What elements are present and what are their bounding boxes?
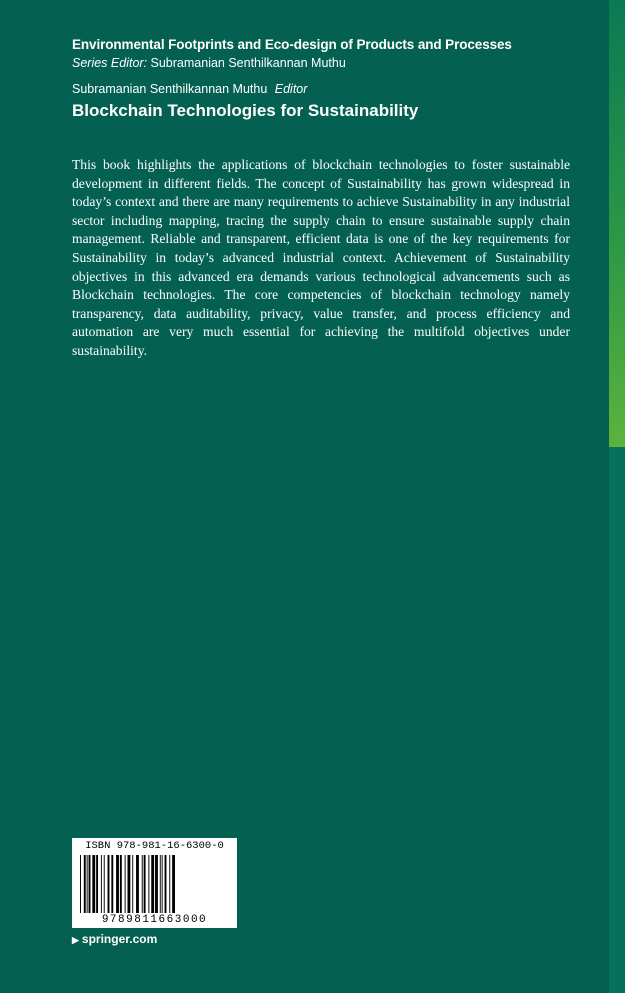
cover-header xyxy=(72,36,592,122)
isbn-barcode xyxy=(72,838,237,928)
arrow-icon: ▶ xyxy=(72,935,79,945)
barcode-bar xyxy=(142,855,143,913)
barcode-bar xyxy=(101,855,102,913)
series-title: Environmental Footprints and Eco-design of Products and Processes xyxy=(72,37,512,52)
ean-digits: 9789811663000 xyxy=(101,914,208,926)
barcode-bar xyxy=(148,855,149,913)
series-editor-name: Subramanian Senthilkannan Muthu xyxy=(150,56,346,70)
barcode-bar xyxy=(155,855,158,913)
barcode-bar xyxy=(136,855,139,913)
isbn-label: ISBN 978-981-16-6300-0 xyxy=(85,840,224,852)
barcode-bar xyxy=(84,855,86,913)
publisher-link[interactable] xyxy=(72,932,157,946)
barcode-bar xyxy=(172,855,175,913)
barcode-bar xyxy=(162,855,163,913)
barcode-bar xyxy=(89,855,91,913)
book-title: Blockchain Technologies for Sustainability xyxy=(72,101,419,120)
publisher-site: springer.com xyxy=(81,932,158,946)
book-blurb: This book highlights the applications of blockchain technologies to foster sustainable development in different fields. The concept of Sustainability has grown widespread in today’s context and there are many requirements to achieve Sustainability in any industrial sector including mapping, tracing the supply chain to ensure sustainable supply chain management. Reliable and transparent, efficient data is one of the key requirements for Sustainability in today’s advanced industrial context. Achievement of Sustainability objectives in this advanced era demands various technological advancements such as Blockchain technologies. The core competencies of blockchain technology namely transparency, data auditability, privacy, value transfer, and process efficiency and automation are very much essential for achieving the multifold objectives under sustainability. xyxy=(72,157,570,358)
barcode-bar xyxy=(111,855,113,913)
book-editor-line xyxy=(72,81,592,98)
barcode-bar xyxy=(92,855,95,913)
barcode-bar xyxy=(160,855,161,913)
series-editor-label: Series Editor: xyxy=(72,56,148,70)
barcode-bar xyxy=(128,855,131,913)
barcode-bar xyxy=(116,855,119,913)
barcode-bar xyxy=(104,855,105,913)
series-editor-line xyxy=(72,55,592,72)
barcode-bar xyxy=(80,855,81,913)
barcode-bar xyxy=(96,855,98,913)
barcode-bars xyxy=(80,855,229,915)
book-editor-role: Editor xyxy=(274,82,308,96)
spine-accent-bar xyxy=(609,0,625,447)
barcode-bar xyxy=(120,855,122,913)
barcode-bar xyxy=(125,855,126,913)
barcode-bar xyxy=(151,855,154,913)
barcode-bar xyxy=(169,855,170,913)
barcode-bar xyxy=(108,855,110,913)
barcode-bar xyxy=(87,855,88,913)
barcode-bar xyxy=(132,855,133,913)
book-editor-name: Subramanian Senthilkannan Muthu xyxy=(72,82,268,96)
barcode-bar xyxy=(144,855,146,913)
barcode-bar xyxy=(165,855,167,913)
